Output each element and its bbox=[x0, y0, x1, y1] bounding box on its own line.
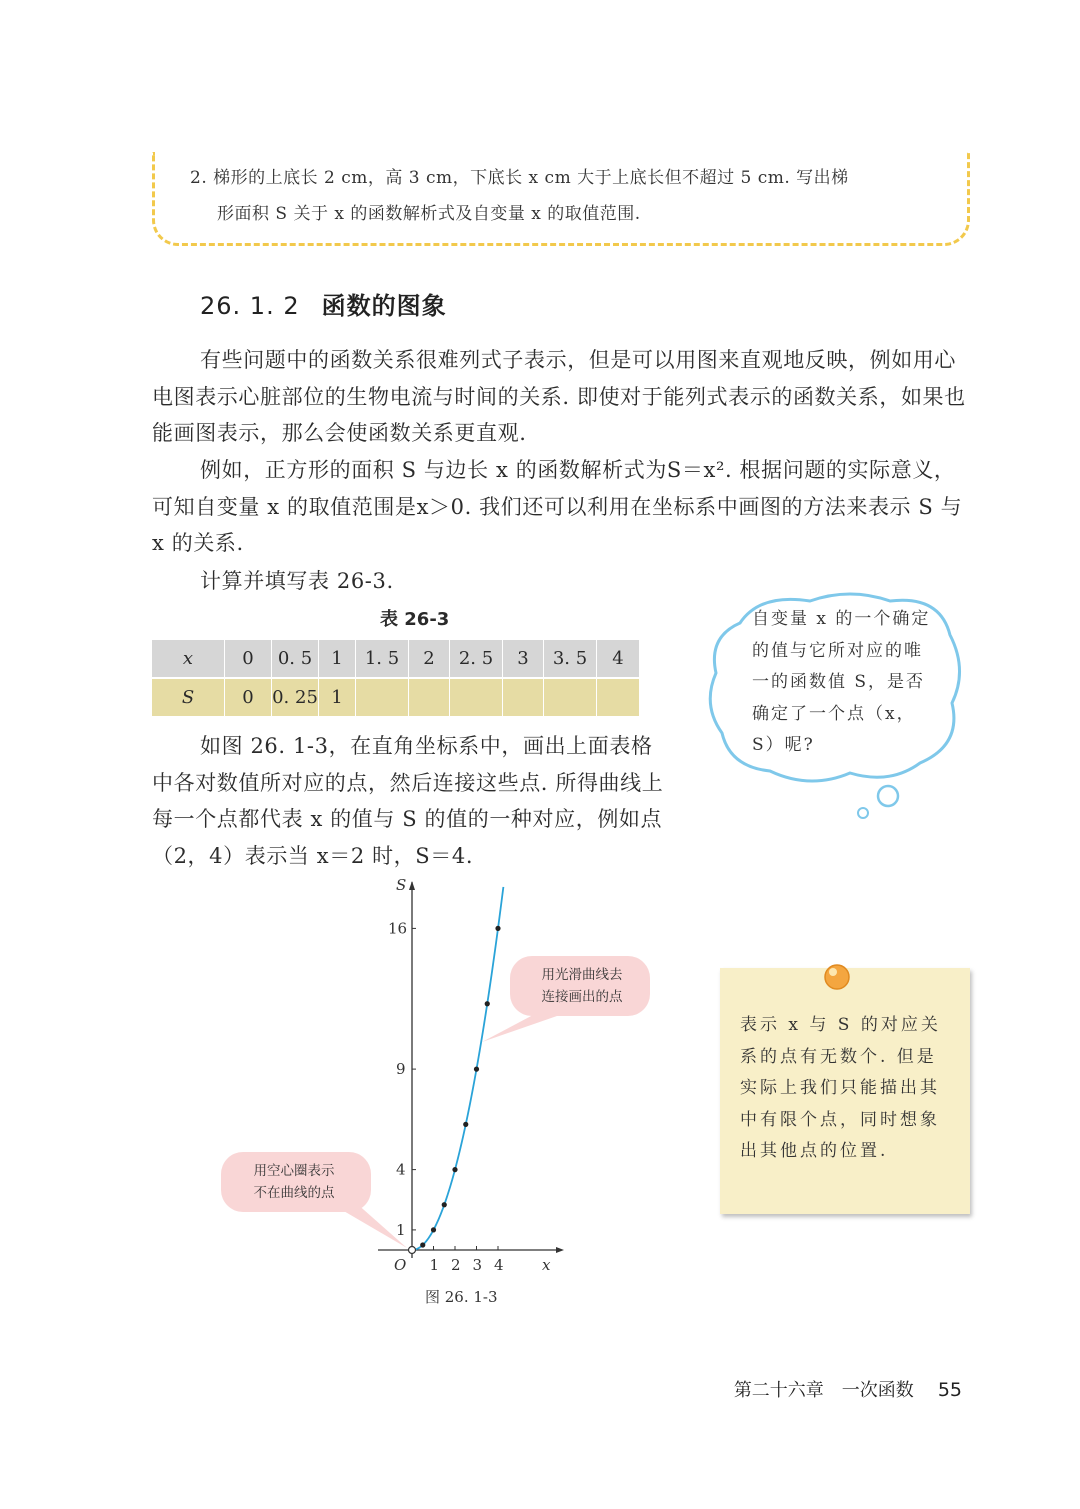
data-point bbox=[495, 926, 500, 931]
callout-line: 用光滑曲线去 bbox=[541, 967, 623, 983]
table-cell: 0. 25 bbox=[272, 678, 319, 716]
chapter-title: 第二十六章 一次函数 bbox=[733, 1380, 914, 1401]
table-cell: 1 bbox=[319, 640, 356, 678]
table-cell bbox=[450, 678, 503, 716]
origin-label: O bbox=[394, 1256, 407, 1274]
x-axis-label: x bbox=[542, 1256, 551, 1274]
x-tick-label: 4 bbox=[494, 1256, 504, 1274]
table-row-s bbox=[152, 678, 640, 716]
table-cell: 1. 5 bbox=[356, 640, 409, 678]
data-point bbox=[442, 1202, 447, 1207]
x-axis-arrow bbox=[556, 1247, 564, 1253]
table-head-x: x bbox=[152, 640, 225, 678]
paragraph-3: 计算并填写表 26-3. bbox=[200, 569, 394, 593]
figure-caption: 图 26. 1-3 bbox=[425, 1288, 498, 1306]
thought-bubble-dot bbox=[878, 786, 898, 806]
curve-line bbox=[412, 887, 503, 1250]
y-tick-label: 9 bbox=[396, 1060, 406, 1079]
table-cell: 2 bbox=[409, 640, 450, 678]
callout-line: 不在曲线的点 bbox=[253, 1185, 335, 1201]
table-cell bbox=[597, 678, 640, 716]
value-table bbox=[152, 640, 640, 716]
exercise-text bbox=[190, 160, 950, 232]
table-cell: 4 bbox=[597, 640, 640, 678]
callout-line: 用空心圈表示 bbox=[253, 1163, 335, 1179]
table-cell bbox=[544, 678, 597, 716]
table-cell: 0. 5 bbox=[272, 640, 319, 678]
x-tick-label: 1 bbox=[429, 1256, 440, 1274]
y-axis-arrow bbox=[409, 881, 415, 890]
table-cell: 1 bbox=[319, 678, 356, 716]
table-cell bbox=[503, 678, 544, 716]
section-title: 函数的图象 bbox=[321, 292, 447, 320]
page-number: 55 bbox=[937, 1379, 962, 1401]
data-point bbox=[474, 1067, 479, 1072]
y-tick-label: 1 bbox=[396, 1220, 406, 1239]
data-point bbox=[452, 1167, 457, 1172]
data-point bbox=[463, 1122, 468, 1127]
x-tick-label: 3 bbox=[472, 1256, 483, 1274]
table-cell: 3. 5 bbox=[544, 640, 597, 678]
table-cell: 2. 5 bbox=[450, 640, 503, 678]
callout-smooth-curve bbox=[520, 964, 644, 1008]
table-head-s: S bbox=[152, 678, 225, 716]
paragraph-2: 例如，正方形的面积 S 与边长 x 的函数解析式为S＝x². 根据问题的实际意义，可知自变量 x 的取值范围是x＞0. 我们还可以利用在坐标系中画图的方法来表示 S 与 x 的关系. bbox=[152, 458, 963, 555]
thought-bubble-text: 自变量 x 的一个确定的值与它所对应的唯一的函数值 S，是否确定了一个点（x，S）呢? bbox=[752, 609, 931, 755]
y-axis-label: S bbox=[396, 876, 407, 894]
table-cell: 3 bbox=[503, 640, 544, 678]
callout-line: 连接画出的点 bbox=[541, 989, 623, 1005]
section-heading bbox=[200, 286, 447, 321]
sticky-note-text: 表示 x 与 S 的对应关系的点有无数个. 但是实际上我们只能描出其中有限个点，同时想象出其他点的位置. bbox=[740, 1015, 941, 1161]
table-row-x bbox=[152, 640, 640, 678]
y-tick-label: 4 bbox=[396, 1160, 406, 1179]
table-caption: 表 26-3 bbox=[380, 609, 450, 630]
callout-hollow-circle bbox=[232, 1160, 356, 1204]
exercise-line-2: 形面积 S 关于 x 的函数解析式及自变量 x 的取值范围. bbox=[217, 204, 641, 224]
data-point bbox=[431, 1227, 436, 1232]
table-cell: 0 bbox=[225, 678, 272, 716]
table-cell bbox=[356, 678, 409, 716]
x-tick-label: 2 bbox=[451, 1256, 461, 1274]
exercise-line-1: 2. 梯形的上底长 2 cm，高 3 cm，下底长 x cm 大于上底长但不超过 5 cm. 写出梯 bbox=[190, 168, 849, 188]
table-cell bbox=[409, 678, 450, 716]
pin-icon bbox=[820, 960, 854, 994]
section-number: 26. 1. 2 bbox=[200, 292, 300, 320]
table-cell: 0 bbox=[225, 640, 272, 678]
y-tick-label: 16 bbox=[388, 919, 408, 938]
page-footer bbox=[734, 1376, 962, 1402]
data-point bbox=[420, 1242, 425, 1247]
paragraph-4: 如图 26. 1-3，在直角坐标系中，画出上面表格中各对数值所对应的点，然后连接这些点. 所得曲线上每一个点都代表 x 的值与 S 的值的一种对应，例如点（2，4）表示当 x＝2 时，S＝4. bbox=[152, 734, 664, 868]
thought-bubble-dot bbox=[858, 808, 868, 818]
paragraph-1: 有些问题中的函数关系很难列式子表示，但是可以用图来直观地反映，例如用心电图表示心脏部位的生物电流与时间的关系. 即使对于能列式表示的函数关系，如果也能画图表示，那么会使函数关系更直观. bbox=[152, 348, 966, 445]
